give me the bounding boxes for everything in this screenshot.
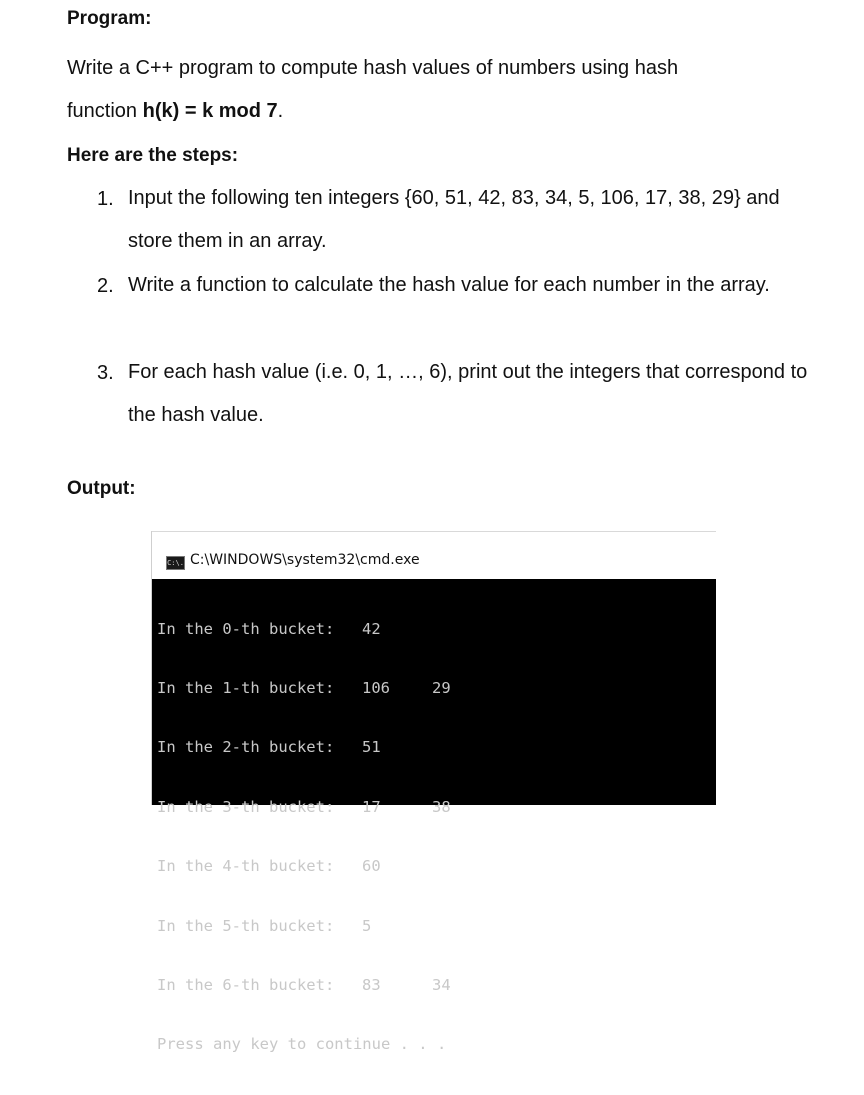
program-description-line1: Write a C++ program to compute hash values of numbers using hash xyxy=(67,57,679,79)
hash-formula: h(k) = k mod 7 xyxy=(142,100,278,122)
console-line xyxy=(157,916,372,937)
bucket-label: In the 6-th bucket: xyxy=(157,975,335,994)
program-heading: Program: xyxy=(67,8,152,29)
bucket-label: In the 5-th bucket: xyxy=(157,916,335,935)
console-window-title: C:\WINDOWS\system32\cmd.exe xyxy=(190,552,420,568)
console-line xyxy=(157,619,381,640)
cmd-icon: C:\. xyxy=(166,556,185,570)
step-number: 2. xyxy=(97,275,114,297)
console-line xyxy=(157,975,451,996)
console-titlebar[interactable] xyxy=(152,531,716,579)
bucket-value: 106 xyxy=(362,678,390,697)
bucket-value: 42 xyxy=(362,619,381,638)
console-window xyxy=(151,531,716,1054)
output-heading: Output: xyxy=(67,478,136,499)
console-line xyxy=(157,738,381,758)
step-text: Write a function to calculate the hash value for each number in the array. xyxy=(128,274,770,296)
console-line xyxy=(157,797,451,818)
bucket-value: 38 xyxy=(432,797,451,816)
bucket-value: 83 xyxy=(362,975,381,994)
step-text: Input the following ten integers {60, 51, 42, 83, 34, 5, 106, 17, 38, 29} and store them in an array. xyxy=(128,187,780,252)
bucket-label: In the 2-th bucket: xyxy=(157,738,335,757)
bucket-value: 60 xyxy=(362,857,381,876)
step-number: 3. xyxy=(97,362,114,384)
bucket-value: 17 xyxy=(362,797,381,816)
bucket-label: In the 1-th bucket: xyxy=(157,678,335,697)
bucket-value: 29 xyxy=(432,678,451,697)
step-number: 1. xyxy=(97,188,114,210)
program-description-line2 xyxy=(67,100,283,123)
continue-prompt: Press any key to continue . . . xyxy=(157,1035,447,1054)
steps-heading: Here are the steps: xyxy=(67,145,239,166)
console-line xyxy=(157,1035,447,1055)
console-line xyxy=(157,857,381,877)
bucket-label: In the 4-th bucket: xyxy=(157,857,335,876)
function-prefix: function xyxy=(67,100,143,122)
function-suffix: . xyxy=(277,100,284,122)
console-line xyxy=(157,678,451,699)
bucket-value: 34 xyxy=(432,975,451,994)
step-text: For each hash value (i.e. 0, 1, …, 6), print out the integers that correspond to the hash value. xyxy=(128,361,808,426)
console-output xyxy=(157,580,451,1095)
bucket-value: 5 xyxy=(362,916,372,935)
bucket-label: In the 3-th bucket: xyxy=(157,797,335,816)
bucket-label: In the 0-th bucket: xyxy=(157,619,335,638)
bucket-value: 51 xyxy=(362,738,381,757)
